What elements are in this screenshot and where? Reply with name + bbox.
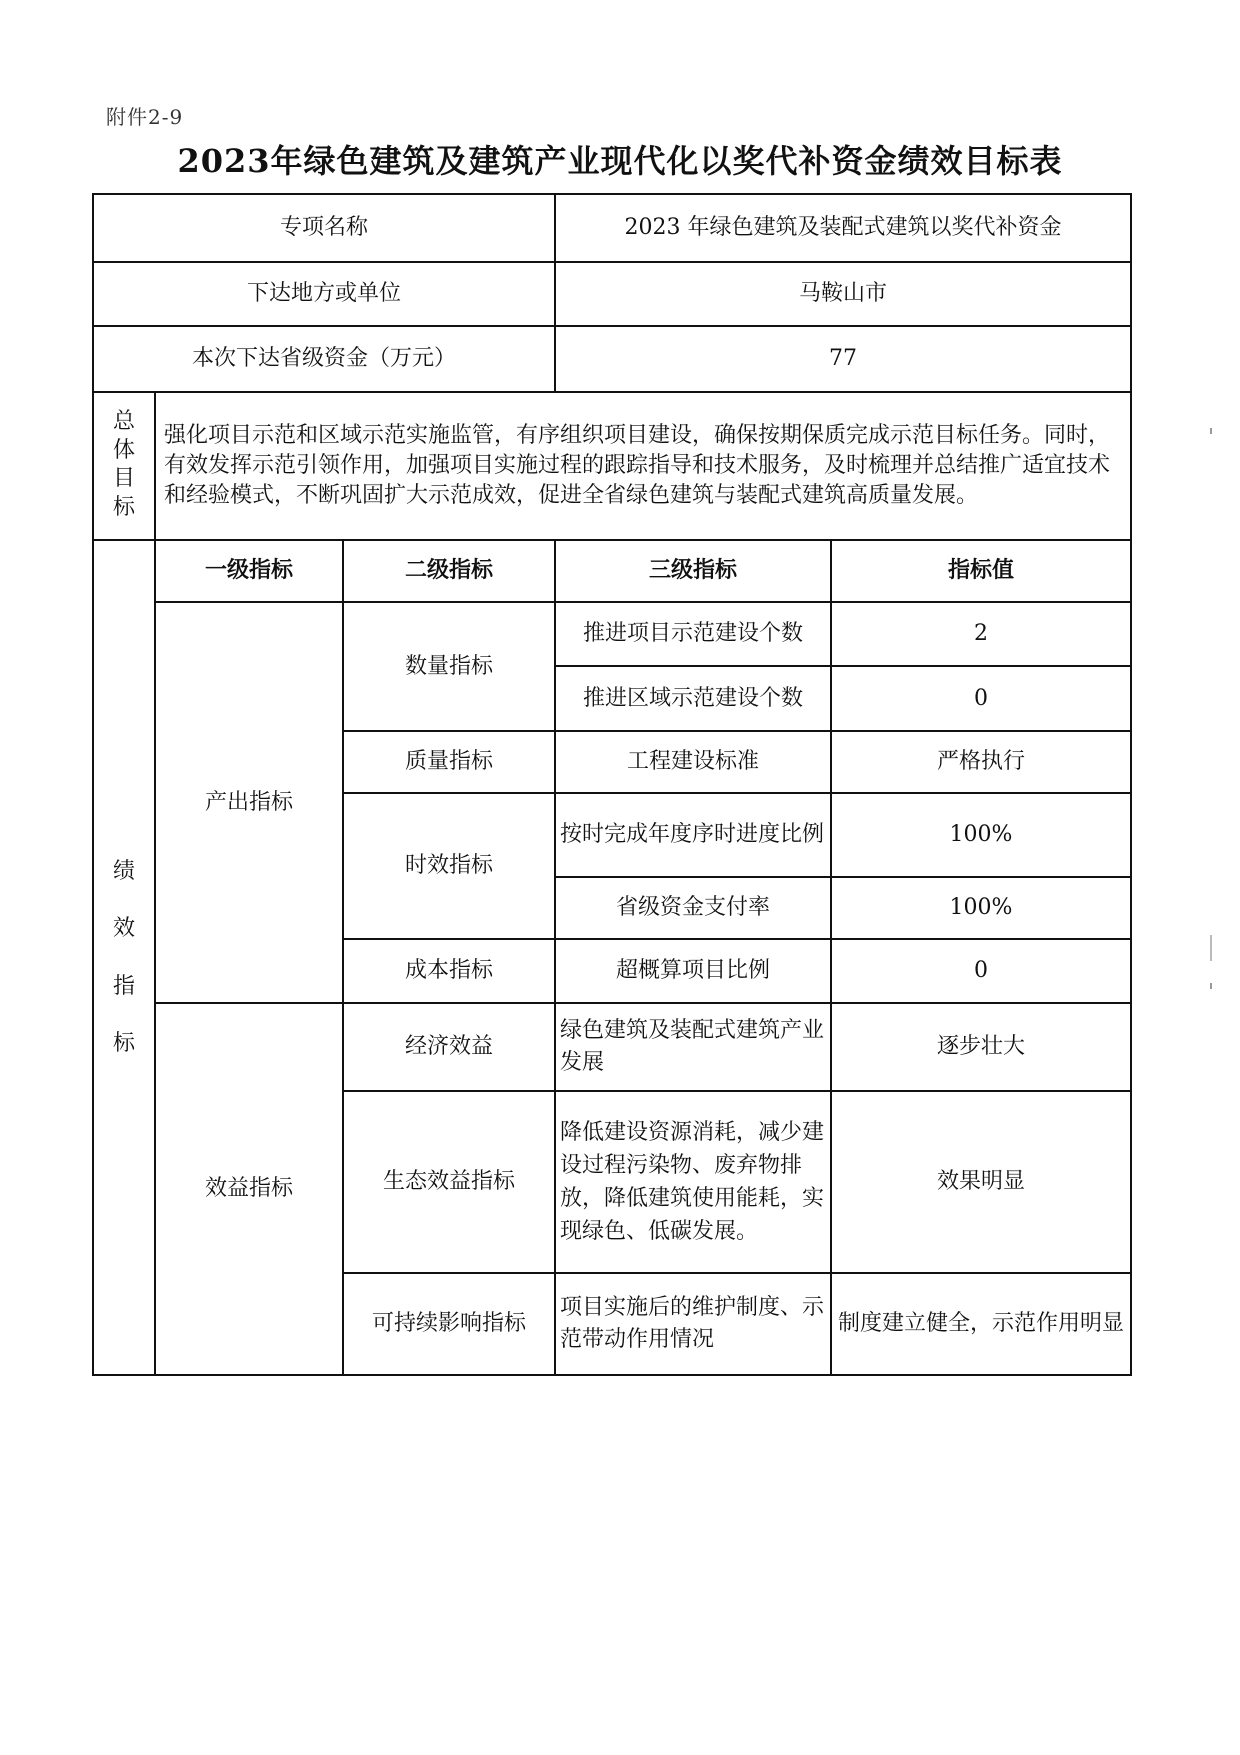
level3-cell: 降低建设资源消耗，减少建设过程污染物、废弃物排放，降低建筑使用能耗，实现绿色、低碳发展。 xyxy=(555,1091,831,1273)
value-cell: 0 xyxy=(831,666,1131,731)
scan-mark xyxy=(1210,983,1212,989)
level3-cell: 工程建设标准 xyxy=(555,731,831,793)
level3-cell: 推进区域示范建设个数 xyxy=(555,666,831,731)
info-value: 77 xyxy=(555,326,1131,392)
info-row xyxy=(93,262,1131,326)
attachment-label: 附件2-9 xyxy=(106,105,184,129)
scan-mark xyxy=(1210,935,1212,961)
quality-indicator-label: 质量指标 xyxy=(343,731,555,793)
indicator-row xyxy=(93,602,1131,666)
economic-indicator-label: 经济效益 xyxy=(343,1003,555,1091)
info-value: 马鞍山市 xyxy=(555,262,1131,326)
value-cell: 2 xyxy=(831,602,1131,666)
performance-label-text: 绩效指标 xyxy=(112,859,135,1056)
value-cell: 效果明显 xyxy=(831,1091,1131,1273)
level3-cell: 超概算项目比例 xyxy=(555,939,831,1003)
page-title: 2023年绿色建筑及建筑产业现代化以奖代补资金绩效目标表 xyxy=(177,142,1063,180)
value-cell: 0 xyxy=(831,939,1131,1003)
overall-goal-row xyxy=(93,392,1131,540)
level3-cell: 按时完成年度序时进度比例 xyxy=(555,793,831,877)
performance-label xyxy=(93,540,155,1375)
scan-mark xyxy=(1210,428,1212,434)
header-row xyxy=(93,540,1131,602)
benefit-indicator-label: 效益指标 xyxy=(155,1003,343,1375)
output-indicator-label: 产出指标 xyxy=(155,602,343,1003)
value-cell: 100% xyxy=(831,877,1131,939)
level3-cell: 推进项目示范建设个数 xyxy=(555,602,831,666)
header-value: 指标值 xyxy=(831,540,1131,602)
info-label: 本次下达省级资金（万元） xyxy=(93,326,555,392)
value-cell: 严格执行 xyxy=(831,731,1131,793)
info-row xyxy=(93,326,1131,392)
indicator-row xyxy=(93,1003,1131,1091)
sustainable-indicator-label: 可持续影响指标 xyxy=(343,1273,555,1375)
quantity-indicator-label: 数量指标 xyxy=(343,602,555,731)
value-cell: 逐步壮大 xyxy=(831,1003,1131,1091)
header-level1: 一级指标 xyxy=(155,540,343,602)
info-row xyxy=(93,194,1131,262)
cost-indicator-label: 成本指标 xyxy=(343,939,555,1003)
info-label: 下达地方或单位 xyxy=(93,262,555,326)
header-level3: 三级指标 xyxy=(555,540,831,602)
value-cell: 制度建立健全，示范作用明显 xyxy=(831,1273,1131,1375)
level3-cell: 项目实施后的维护制度、示范带动作用情况 xyxy=(555,1273,831,1375)
level3-cell: 省级资金支付率 xyxy=(555,877,831,939)
overall-goal-label xyxy=(93,392,155,540)
header-level2: 二级指标 xyxy=(343,540,555,602)
overall-goal-text: 强化项目示范和区域示范实施监管，有序组织项目建设，确保按期保质完成示范目标任务。同时，有效发挥示范引领作用，加强项目实施过程的跟踪指导和技术服务，及时梳理并总结推广适宜技术和经验模式，不断巩固扩大示范成效，促进全省绿色建筑与装配式建筑高质量发展。 xyxy=(155,392,1131,540)
overall-goal-label-text: 总体目标 xyxy=(112,409,135,520)
info-value: 2023 年绿色建筑及装配式建筑以奖代补资金 xyxy=(555,194,1131,262)
performance-target-table xyxy=(92,193,1132,1376)
value-cell: 100% xyxy=(831,793,1131,877)
info-label: 专项名称 xyxy=(93,194,555,262)
timeliness-indicator-label: 时效指标 xyxy=(343,793,555,939)
ecological-indicator-label: 生态效益指标 xyxy=(343,1091,555,1273)
level3-cell: 绿色建筑及装配式建筑产业发展 xyxy=(555,1003,831,1091)
